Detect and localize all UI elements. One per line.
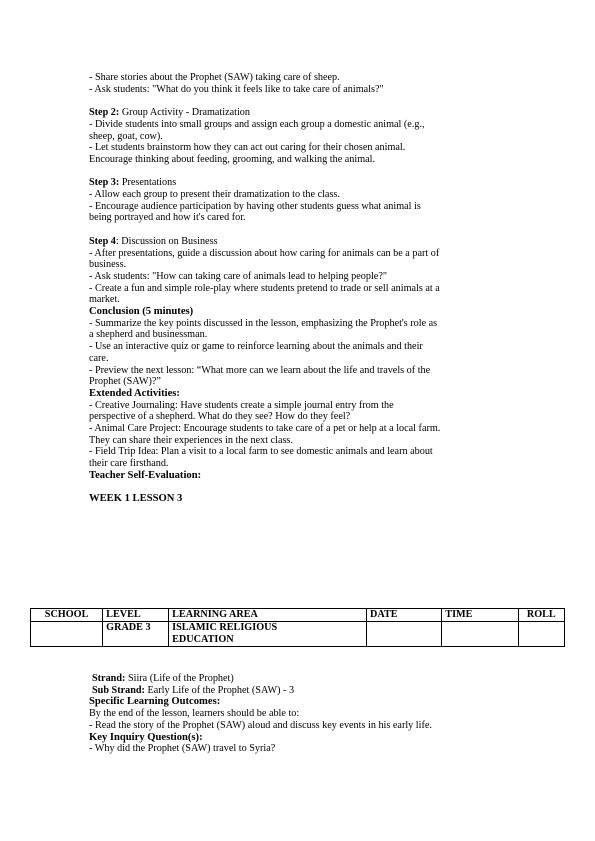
cell-school (31, 622, 103, 647)
sub-strand-line (89, 685, 514, 697)
extended-line: They can share their experiences in the next class. (89, 434, 293, 446)
header-level: LEVEL (103, 609, 169, 622)
step-3-label: Step 3: (89, 177, 120, 189)
extended-line: - Field Trip Idea: Plan a visit to a local farm to see domestic animals and learn about (89, 446, 433, 458)
step-3-name: Presentations (119, 177, 177, 189)
step-4-line: - After presentations, guide a discussion about how caring for animals can be a part of (89, 247, 440, 259)
table-header-row (31, 609, 565, 622)
step-2-name: Group Activity - Dramatization (119, 107, 250, 119)
table-row (31, 622, 565, 647)
step-3-line: - Encourage audience participation by having other students guess what animal is (89, 200, 421, 212)
header-school: SCHOOL (31, 609, 103, 622)
lesson-info-table (30, 608, 565, 647)
self-evaluation-heading: Teacher Self-Evaluation: (89, 469, 202, 481)
step-2-line: - Divide students into small groups and assign each group a domestic animal (e.g., (89, 118, 425, 130)
cell-level: GRADE 3 (103, 622, 169, 647)
step-3-title (89, 177, 514, 189)
intro-line-1: - Share stories about the Prophet (SAW) taking care of sheep. (89, 72, 340, 83)
conclusion-heading: Conclusion (5 minutes) (89, 306, 194, 318)
step-2-line: - Let students brainstorm how they can act out caring for their chosen animal. (89, 142, 406, 154)
header-learning-area: LEARNING AREA (169, 609, 367, 622)
conclusion-line: care. (89, 352, 109, 364)
cell-date (367, 622, 442, 647)
strand-value: Siira (Life of the Prophet) (125, 673, 234, 684)
step-4-label: Step 4 (89, 235, 116, 247)
cell-learning-area (169, 622, 367, 647)
header-time: TIME (442, 609, 518, 622)
intro-line-2: - Ask students: "What do you think it feels like to take care of animals?" (89, 83, 384, 95)
conclusion-line: - Preview the next lesson: “What more can we learn about the life and travels of the (89, 364, 431, 376)
extended-line: their care firsthand. (89, 458, 169, 470)
extended-line: perspective of a shepherd. What do they see? How do they feel? (89, 411, 351, 423)
step-2-label: Step 2: (89, 107, 120, 119)
cell-time (442, 622, 518, 647)
strand-line (89, 673, 514, 685)
inquiry-heading: Key Inquiry Question(s): (89, 731, 203, 743)
step-2-title (89, 107, 514, 119)
step-4-line: - Ask students: "How can taking care of animals lead to helping people?" (89, 270, 388, 282)
extended-heading: Extended Activities: (89, 387, 180, 399)
strand-label: Strand: (92, 673, 126, 684)
lesson-body (89, 72, 514, 505)
cell-learning-area-line-2: EDUCATION (172, 633, 234, 645)
conclusion-line: a shepherd and businessman. (89, 329, 208, 341)
extended-line: - Animal Care Project: Encourage students to take care of a pet or help at a local farm. (89, 423, 441, 435)
step-4-title (89, 236, 514, 248)
cell-roll (518, 622, 564, 647)
header-roll: ROLL (518, 609, 564, 622)
sub-strand-label: Sub Strand: (92, 684, 145, 696)
outcomes-line: - Read the story of the Prophet (SAW) aloud and discuss key events in his early life. (89, 719, 432, 731)
extended-line: - Creative Journaling: Have students create a simple journal entry from the (89, 399, 394, 411)
cell-learning-area-line-1: ISLAMIC RELIGIOUS (172, 622, 278, 633)
outcomes-heading: Specific Learning Outcomes: (89, 696, 221, 708)
outcomes-line: By the end of the lesson, learners should be able to: (89, 708, 300, 720)
lesson-details (89, 673, 514, 755)
step-3-line: - Allow each group to present their dramatization to the class. (89, 189, 340, 200)
step-3-line: being portrayed and how it's cared for. (89, 212, 246, 224)
step-4-line: - Create a fun and simple role-play where students pretend to trade or sell animals at a (89, 282, 440, 294)
step-4-line: business. (89, 259, 127, 271)
sub-strand-value: Early Life of the Prophet (SAW) - 3 (144, 684, 295, 696)
step-4-line: market. (89, 294, 120, 306)
inquiry-line: - Why did the Prophet (SAW) travel to Syria? (89, 743, 276, 755)
conclusion-line: - Use an interactive quiz or game to reinforce learning about the animals and their (89, 341, 423, 353)
step-2-line: Encourage thinking about feeding, grooming, and walking the animal. (89, 153, 376, 165)
header-date: DATE (367, 609, 442, 622)
week-lesson-heading: WEEK 1 LESSON 3 (89, 493, 183, 505)
conclusion-line: - Summarize the key points discussed in the lesson, emphasizing the Prophet's role as (89, 317, 438, 329)
step-4-name: : Discussion on Business (115, 235, 218, 247)
conclusion-line: Prophet (SAW)?” (89, 376, 161, 388)
step-2-line: sheep, goat, cow). (89, 130, 163, 142)
